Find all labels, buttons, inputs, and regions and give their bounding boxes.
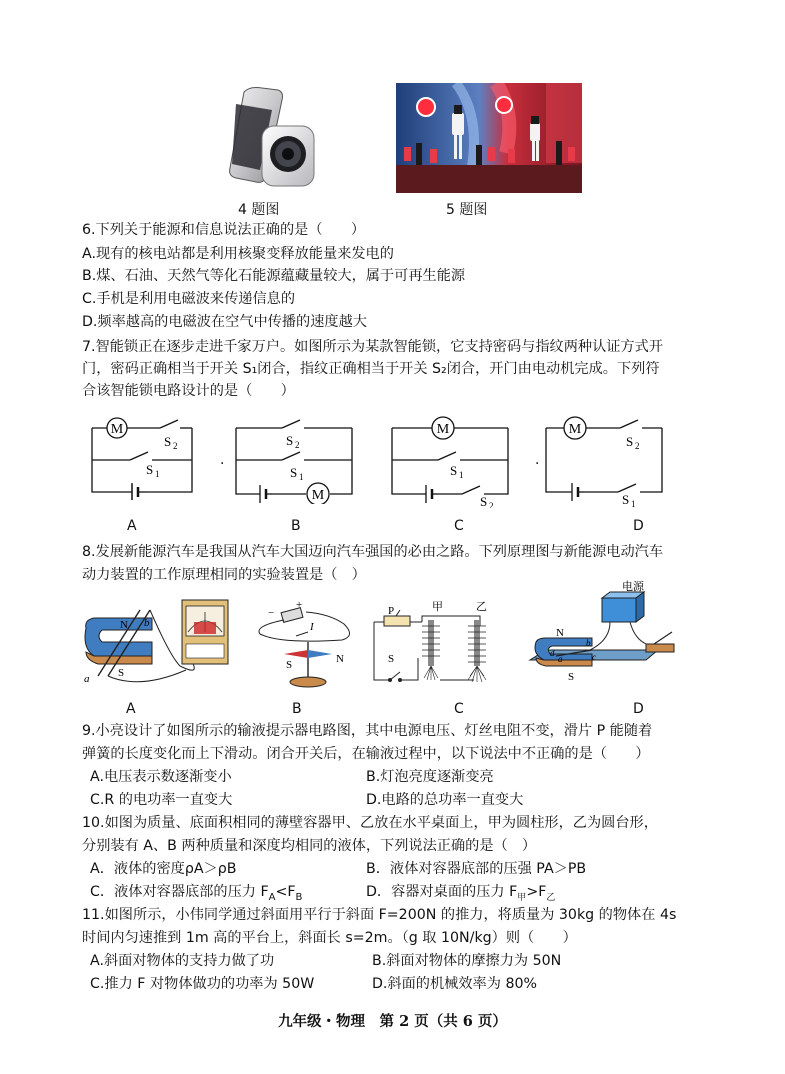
experiment-d-label: D	[633, 701, 644, 717]
experiment-a-label: A	[126, 701, 136, 717]
q6-option-c: C.手机是利用电磁波来传递信息的	[82, 291, 296, 307]
q11-option-b: B.斜面对物体的摩擦力为 50N	[372, 953, 562, 969]
q10-option-a: A．液体的密度ρA＞ρB	[90, 861, 237, 877]
q11-option-c: C.推力 F 对物体做功的功率为 50W	[90, 976, 315, 992]
svg-text:S: S	[286, 659, 293, 671]
motor-d-label: M	[568, 422, 582, 437]
svg-text:S: S	[450, 463, 458, 478]
circuit-c-label: C	[454, 518, 464, 534]
q9-option-c: C.R 的电功率一直变大	[90, 792, 233, 808]
motor-b-label: M	[311, 488, 325, 503]
svg-text:b: b	[144, 617, 150, 629]
robot-dance-photo	[396, 83, 582, 193]
q7-stem-2: 门，密码正确相当于开关 S₁闭合，指纹正确相当于开关 S₂闭合，开门由电动机完成。下列符	[82, 361, 660, 377]
svg-text:1: 1	[299, 472, 304, 482]
q9-stem-1: 9.小亮设计了如图所示的输液提示器电路图，其中电源电压、灯丝电阻不变，滑片 P 能随着	[82, 723, 653, 739]
svg-text:S: S	[480, 494, 488, 508]
q10-option-b: B．液体对容器底部的压强 PA＞PB	[366, 861, 587, 877]
q9-option-a: A.电压表示数逐渐变小	[90, 769, 232, 785]
svg-text:乙: 乙	[476, 601, 487, 613]
q11-option-a: A.斜面对物体的支持力做了功	[90, 953, 275, 969]
q10-option-c: C．液体对容器底部的压力 $F_A<F_B$	[90, 884, 303, 903]
experiment-b-label: B	[292, 701, 302, 717]
figure-5-caption: 5 题图	[446, 202, 488, 218]
svg-text:b: b	[586, 638, 591, 648]
svg-text:1: 1	[631, 499, 636, 508]
svg-text:S: S	[388, 653, 395, 665]
circuit-b-label: B	[291, 518, 301, 534]
q6-option-a: A.现有的核电站都是利用核聚变释放能量来发电的	[82, 246, 394, 262]
q6-option-d: D.频率越高的电磁波在空气中传播的速度越大	[82, 314, 367, 330]
svg-text:2: 2	[635, 441, 640, 451]
q9-option-d: D.电路的总功率一直变大	[366, 792, 524, 808]
svg-text:电源: 电源	[622, 581, 644, 593]
separator-dot: .	[220, 452, 225, 468]
svg-text:N: N	[556, 627, 564, 639]
svg-text:2: 2	[295, 440, 300, 450]
q7-stem-1: 7.智能锁正在逐步走进千家万户。如图所示为某款智能锁，它支持密码与指纹两种认证方式开	[82, 339, 664, 355]
svg-text:甲: 甲	[432, 601, 443, 613]
svg-text:P: P	[388, 605, 395, 617]
q9-stem-2: 弹簧的长度变化而上下滑动。闭合开关后，在输液过程中，以下说法中不正确的是（ ）	[82, 746, 650, 762]
svg-text:c: c	[592, 652, 596, 662]
svg-text:S: S	[626, 434, 634, 449]
circuit-d	[542, 412, 670, 508]
phone-figure	[222, 84, 322, 192]
figure-4-caption: 4 题图	[238, 202, 280, 218]
svg-text:N: N	[120, 619, 128, 631]
separator-dot-2: .	[535, 452, 540, 468]
svg-text:S: S	[286, 433, 294, 448]
circuit-d-label: D	[633, 518, 644, 534]
svg-text:2: 2	[489, 501, 494, 508]
svg-text:d: d	[550, 648, 555, 658]
svg-text:a: a	[84, 673, 90, 685]
q9-option-b: B.灯泡亮度逐渐变亮	[366, 769, 494, 785]
svg-text:N: N	[336, 653, 344, 665]
circuit-c	[388, 412, 516, 508]
q8-stem-2: 动力装置的工作原理相同的实验装置是（ ）	[82, 567, 366, 583]
svg-text:−: −	[268, 607, 275, 619]
page-footer: 九年级・物理 第 2 页（共 6 页）	[278, 1013, 507, 1030]
svg-text:+: +	[296, 599, 303, 611]
experiment-c	[370, 596, 500, 692]
circuit-b	[230, 412, 358, 504]
svg-text:2: 2	[173, 441, 178, 451]
experiment-d	[526, 580, 684, 692]
svg-text:S: S	[118, 667, 125, 679]
experiment-c-label: C	[454, 701, 464, 717]
experiment-a	[80, 596, 230, 692]
svg-text:I: I	[310, 621, 314, 633]
q10-stem-2: 分别装有 A、B 两种质量和深度均相同的液体，下列说法正确的是（ ）	[82, 838, 537, 854]
q6-option-b: B.煤、石油、天然气等化石能源蕴藏量较大，属于可再生能源	[82, 268, 466, 284]
s1-a-label: S	[146, 462, 154, 477]
motor-c-label: M	[436, 422, 450, 437]
svg-text:S: S	[290, 465, 298, 480]
circuit-a-label: A	[127, 518, 137, 534]
svg-text:1: 1	[155, 469, 160, 479]
svg-text:S: S	[622, 492, 630, 507]
s2-a-label: S	[164, 434, 172, 449]
q10-option-d: D．容器对桌面的压力 $F_甲>F_乙$	[366, 884, 556, 903]
q11-stem-1: 11.如图所示，小伟同学通过斜面用平行于斜面 F=200N 的推力，将质量为 30kg 的物体在 4s	[82, 907, 677, 923]
q6-stem: 6.下列关于能源和信息说法正确的是（ ）	[82, 222, 366, 238]
svg-text:1: 1	[459, 470, 464, 480]
q7-stem-3: 合该智能锁电路设计的是（ ）	[82, 383, 295, 399]
q8-stem-1: 8.发展新能源汽车是我国从汽车大国迈向汽车强国的必由之路。下列原理图与新能源电动汽车	[82, 544, 664, 560]
q11-stem-2: 时间内匀速推到 1m 高的平台上，斜面长 s=2m。（g 取 10N/kg）则（ ）	[82, 930, 577, 946]
q11-option-d: D.斜面的机械效率为 80%	[372, 976, 537, 992]
circuit-a	[82, 412, 204, 500]
q10-stem-1: 10.如图为质量、底面积相同的薄壁容器甲、乙放在水平桌面上，甲为圆柱形，乙为圆台形，	[82, 815, 658, 831]
svg-text:a: a	[558, 654, 563, 664]
motor-a-label: M	[110, 422, 124, 437]
svg-text:S: S	[568, 671, 575, 683]
experiment-b	[250, 596, 360, 692]
